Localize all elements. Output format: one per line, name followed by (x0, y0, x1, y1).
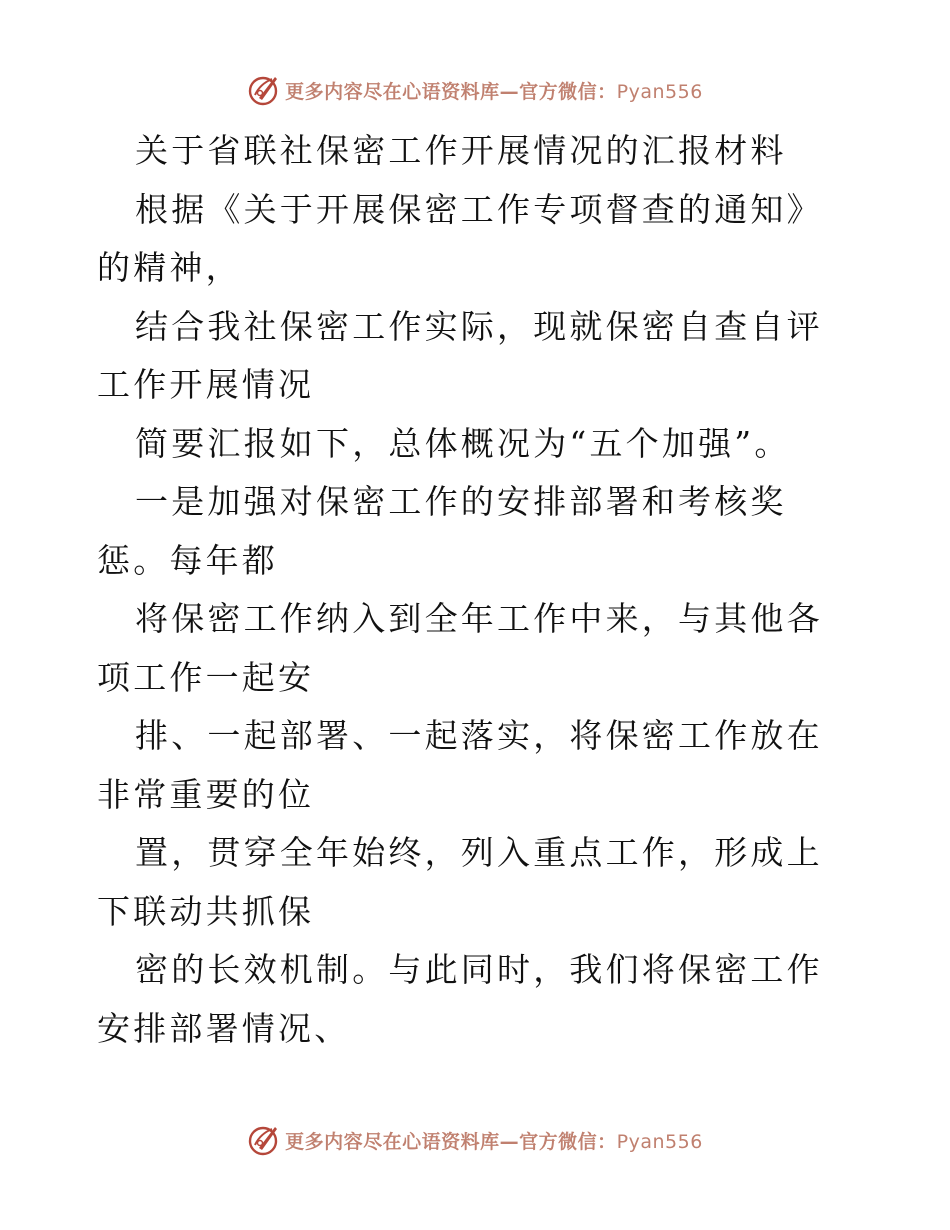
wechat-id: Pyan556 (616, 80, 703, 103)
pen-circle-icon (247, 73, 281, 107)
paragraph: 一是加强对保密工作的安排部署和考核奖惩。每年都 (97, 482, 787, 580)
paragraph: 结合我社保密工作实际，现就保密自查自评工作开展情况 (97, 306, 823, 404)
footer-banner (0, 1120, 950, 1160)
paragraph: 排、一起部署、一起落实，将保密工作放在非常重要的位 (97, 716, 823, 814)
paragraph: 密的长效机制。与此同时，我们将保密工作安排部署情况、 (97, 950, 823, 1048)
document-title: 关于省联社保密工作开展情况的汇报材料 (135, 131, 787, 170)
header-banner (0, 70, 950, 110)
document-body (97, 122, 857, 1058)
paragraph: 简要汇报如下，总体概况为“五个加强”。 (135, 423, 791, 463)
paragraph: 置，贯穿全年始终，列入重点工作，形成上下联动共抓保 (97, 833, 823, 931)
banner-text: 更多内容尽在心语资料库—官方微信：Pyan556 (285, 80, 703, 103)
paragraph: 根据《关于开展保密工作专项督查的通知》的精神， (97, 189, 823, 287)
pen-circle-icon (247, 1123, 281, 1157)
banner-text: 更多内容尽在心语资料库—官方微信：Pyan556 (285, 1130, 703, 1153)
paragraph: 将保密工作纳入到全年工作中来，与其他各项工作一起安 (97, 599, 823, 697)
wechat-id: Pyan556 (616, 1130, 703, 1153)
